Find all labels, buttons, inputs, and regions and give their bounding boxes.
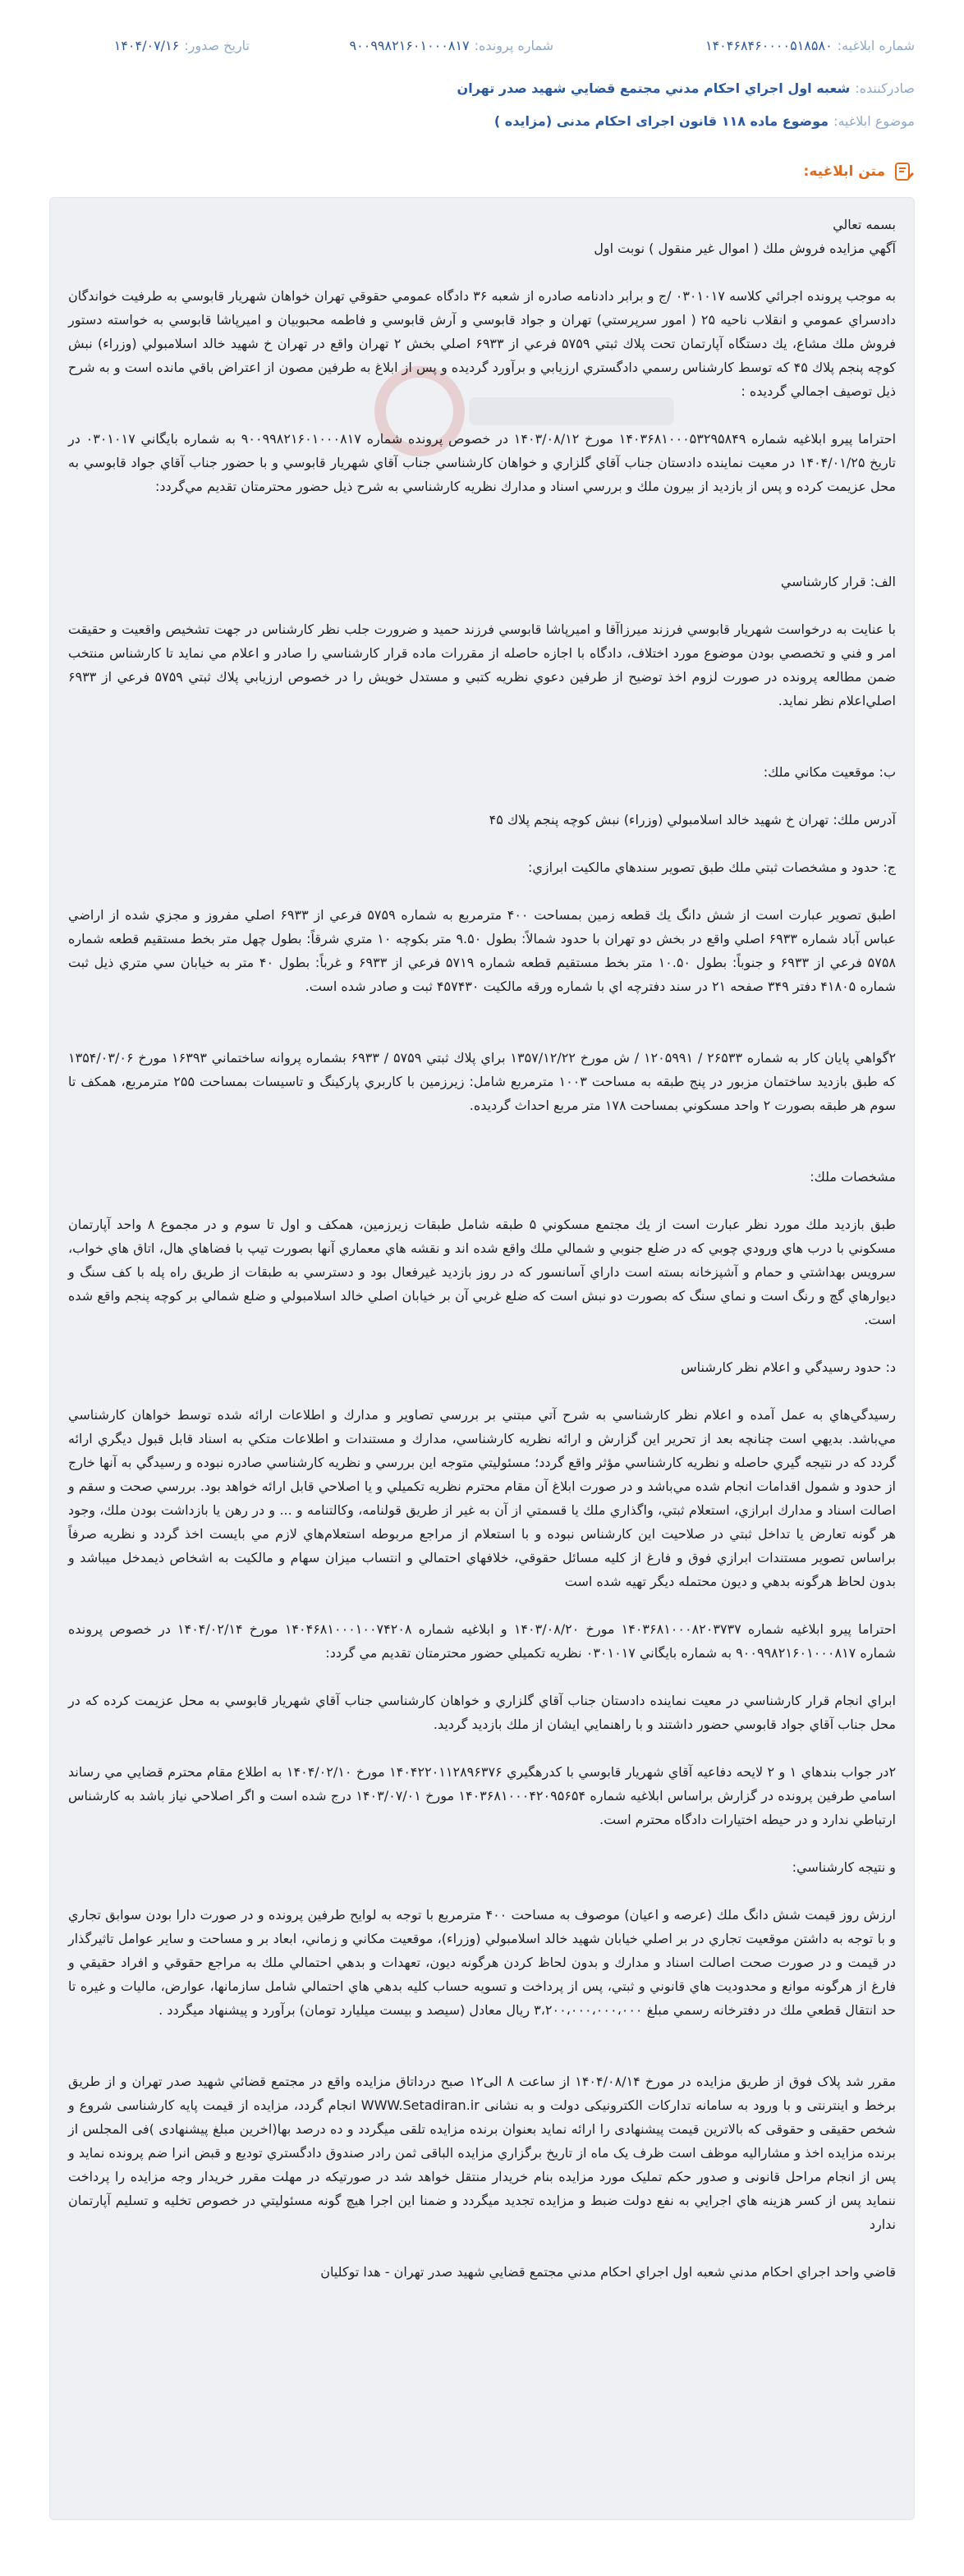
body-section-heading: ج: حدود و مشخصات ثبتي ملك طبق تصوير سندهاي مالكيت ابرازي: (528, 859, 896, 875)
body-paragraph: اطبق تصوير عبارت است از شش دانگ يك قطعه زمين بمساحت ۴۰۰ مترمربع به شماره ۵۷۵۹ فرعي از ۶۹۳۳ اصلي مفروز و مجزي شده از اراضي عباس آباد شماره ۶۹۳۳ اصلي واقع در بخش دو تهران با حدود شمالاً: بطول ۹.۵۰ متر بكوچه ۱۰ متري شرقاً: بطول چهل متر بخط مستقيم قطعه شماره ۵۷۵۸ فرعي از ۶۹۳۳ و جنوباً: بطول ۱۰.۵۰ متر بخط مستقيم قطعه شماره ۵۷۱۹ فرعي از ۶۹۳۳ و غرباً: بطول ۴۰ متر به خيابان سي متري ذيل ثبت شماره ۴۱۸۰۵ دفتر ۳۴۹ صفحه ۲۱ در سند دفترچه اي با شماره ورقه مالكيت ۴۵۷۴۳۰ ثبت و صادر شده است. (68, 907, 897, 994)
body-paragraph: ۲در جواب بندهاي ۱ و ۲ لايحه دفاعيه آقاي شهريار قابوسي با كدرهگيري ۱۴۰۴۲۲۰۱۱۲۸۹۶۳۷۶ مورخ ۱۴۰۴/۰۲/۱۰ به اطلاع مقام محترم قضايي مي رساند اسامي طرفين پرونده در گزارش براساس ابلاغيه شماره ۱۴۰۳۶۸۱۰۰۰۴۲۰۹۵۶۵۴ مورخ ۱۴۰۳/۰۷/۰۱ درج شده است و اگر اصلاحي نياز باشد به كارشناس ارتباطي ندارد و در حيطه اختيارات دادگاه محترم است. (68, 1764, 897, 1827)
body-section-heading: ب: موقعيت مكاني ملك: (763, 764, 896, 780)
notice-number (705, 38, 915, 53)
body-auction-title: آگهي مزايده فروش ملك ( اموال غير منقول ) نوبت اول (594, 241, 896, 256)
body-paragraph: احتراما پيرو ابلاغيه شماره ۱۴۰۳۶۸۱۰۰۰۵۳۲۹۵۸۴۹ مورخ ۱۴۰۳/۰۸/۱۲ در خصوص پرونده شماره ۹۰۰۹۹۸۲۱۶۰۱۰۰۰۸۱۷ به شماره بايگاني ۰۳۰۱۰۱۷ در تاريخ ۱۴۰۴/۰۱/۲۵ در معيت نماينده دادستان جناب آقاي گلزاري و خواهان كارشناسي جناب آقاي شهريار قابوسي و با حضور جناب آقاي جواد قابوسي به محل عزيمت كرده و پس از بازديد از بيرون ملك و بررسي اسناد و مدارك نظريه كارشناسي به شرح ذيل حضور محترمتان تقديم مي‌گردد: (68, 431, 897, 494)
subject-line (494, 113, 915, 129)
body-paragraph: طبق بازديد ملك مورد نظر عبارت است از يك مجتمع مسكوني ۵ طبقه شامل طبقات زيرزمين، همكف و اول تا سوم و در مجموع ۸ واحد آپارتمان مسكوني با درب هاي ورودي چوبي كه در ضلع جنوبي و شمالي ملك واقع شده اند و نقشه هاي معماري آنها بصورت تيپ با فضاهاي هال، اتاق هاي خواب، سرويس بهداشتي و حمام و آشپزخانه بسته است داراي آسانسور كه در روز بازديد غيرفعال بود و دسترسي به طبقات از طريق راه پله با كف سنگ و ديوارهاي گچ و رنگ است و نماي سنگ كه بصورت دو نبش است كه ضلع غربي آن بر خيابان اصلي خالد اسلامبولي و ضلع شمالي بر كوچه پنجم واقع شده است. (68, 1217, 897, 1327)
notice-text-title: متن ابلاغیه: (803, 163, 885, 180)
notice-text-heading (804, 158, 915, 186)
body-paragraph: با عنايت به درخواست شهريار قابوسي فرزند ميرزاآقا و اميرپاشا قابوسي فرزند حميد و ضرورت جلب نظر كارشناس در جهت تشخيص واقعيت و حقيقت امر و فني و تخصصي بودن موضوع مورد اختلاف، دادگاه با اجازه حاصله از مقررات ماده قرار كارشناسي را صادر و اعلام مي نمايد تا كارشناس منتخب ضمن مطالعه پرونده در صورت لزوم اخذ توضيح از طرفين دعوي نظريه كتبي و مستدل خويش را در خصوص ارزيابي پلاك ثبتي ۵۷۵۹ فرعي از ۶۹۳۳ اصلي‌اعلام نظر نمايد. (68, 621, 896, 708)
document-edit-icon (893, 161, 915, 182)
case-number-label: شماره پرونده: (474, 38, 553, 53)
body-paragraph: احتراما پيرو ابلاغيه شماره ۱۴۰۳۶۸۱۰۰۰۸۲۰۳۷۳۷ مورخ ۱۴۰۳/۰۸/۲۰ و ابلاغيه شماره ۱۴۰۴۶۸۱۰۰۰۱۰۰۷۴۲۰۸ مورخ ۱۴۰۴/۰۲/۱۴ در خصوص پرونده شماره ۹۰۰۹۹۸۲۱۶۰۱۰۰۰۸۱۷ به شماره بايگاني ۰۳۰۱۰۱۷ نظريه تكميلي حضور محترمتان تقديم مي گردد: (68, 1621, 897, 1661)
body-paragraph: ۲گواهي پايان كار به شماره ۲۶۵۳۳ / ۱۲۰۵۹۹۱ / ش مورخ ۱۳۵۷/۱۲/۲۲ براي پلاك ثبتي ۵۷۵۹ / ۶۹۳۳ بشماره پروانه ساختماني ۱۶۳۹۳ مورخ ۱۳۵۴/۰۳/۰۶ كه طبق بازديد ساختمان مزبور در پنج طبقه به مساحت ۱۰۰۳ مترمربع شامل: زيرزمين با كاربري پاركينگ و تاسيسات بمساحت ۲۵۵ مترمربع، همكف تا سوم هر طبقه بصورت ۲ واحد مسكوني بمساحت ۱۷۸ متر مربع احداث گرديده. (68, 1050, 897, 1113)
notice-number-value: ۱۴۰۴۶۸۴۶۰۰۰۰۵۱۸۵۸۰ (705, 38, 833, 53)
subject-value: موضوع ماده ۱۱۸ قانون اجرای احکام مدنی (مزایده ) (493, 113, 829, 129)
case-number-value: ۹۰۰۹۹۸۲۱۶۰۱۰۰۰۸۱۷ (349, 38, 470, 53)
notice-meta-row (49, 38, 915, 57)
body-paragraph: آدرس ملك: تهران خ شهيد خالد اسلامبولي (وزراء) نبش كوچه پنجم پلاك ۴۵ (489, 812, 896, 827)
issue-date-value: ۱۴۰۴/۰۷/۱۶ (113, 38, 180, 53)
issuer-line (457, 80, 915, 96)
notice-number-label: شماره ابلاغیه: (837, 38, 915, 53)
issue-date-label: تاریخ صدور: (184, 38, 250, 53)
body-section-heading: و نتيجه كارشناسي: (792, 1859, 896, 1875)
notice-body (68, 213, 896, 2284)
body-paragraph: مقرر شد پلاک فوق از طریق مزایده در مورخ ۱۴۰۴/۰۸/۱۴ از ساعت ۸ الی۱۲ صبح درداتاق مزایده واقع در مجتمع قضائي شهيد صدر تهران و از طریق برخط و اینترنتی و با ورود به سامانه تدارکات الکترونیکی دولت و به نشانی WWW.Setadiran.ir انجام گردد، مزایده از قیمت پایه کارشناسی شروع و شخص حقیقی و حقوقی که بالاترین قیمت پیشنهادی را ارائه نماید بعنوان برنده مزایده تلقی میگردد و ده درصد بها(اخرین مبلغ پیشنهادی )فی المجلس از برنده مزايده اخذ و مشارالیه موظف است ظرف یک ماه از تاریخ برگزاري مزایده الباقی ثمن رادر صندوق دادگستري توديع و قبض انرا ضم پرونده نماید و پس از انجام مراحل قانونی و صدور حکم تمليک مورد مزايده بنام خريدار منتقل خواهد شد در صورتيکه در مهلت مقرر خريدار وجه مزايده را پرداخت ننمايد پس از کسر هزينه هاي اجرايي به نفع دولت ضبط و مزايده تجديد ميگردد و ضمنا اين اجرا هيچ گونه مسئوليتي در خصوص تخليه و تسليم آپارتمان ندارد (68, 2074, 897, 2232)
subject-label: موضوع ابلاغیه: (833, 113, 915, 129)
issuer-label: صادرکننده: (855, 80, 915, 96)
case-number (350, 38, 553, 53)
body-section-heading: الف: قرار كارشناسي (780, 574, 896, 589)
body-signature: قاضي واحد اجراي احكام مدني شعبه اول اجراي احكام مدني مجتمع قضايي شهيد صدر تهران - هدا توكليان (320, 2264, 896, 2280)
notice-header (0, 0, 964, 148)
body-paragraph: ارزش روز قيمت شش دانگ ملك (عرصه و اعيان) موصوف به مساحت ۴۰۰ مترمربع با توجه به لوايح طرفين پرونده و در صورت دارا بودن سوابق تجاري و با توجه به داشتن موقعيت تجاري در بر اصلي خيابان شهيد خالد اسلامبولي (وزراء)، موقعيت مكاني و زماني، ابعاد بر و مساحت و ساير عوامل تاثيرگذار در قيمت و در صورت صحت اصالت اسناد و مدارك و بدون لحاظ كردن هرگونه ديون، تعهدات و بدهي احتمالي ملك به مراجع حقوقي و افراد حقيقي و فارغ از هرگونه موانع و محدوديت هاي قانوني و ثبتي، پس از پرداخت و تسويه حساب كليه بدهي هاي احتمالي شامل سازمانها، عوارض، ماليات و غيره تا حد انتقال قطعي ملك در دفترخانه رسمي مبلغ ۳،۲۰۰،۰۰۰،۰۰۰،۰۰۰ ريال معادل (سيصد و بيست ميليارد تومان) برآورد و پيشنهاد ميگردد . (68, 1907, 897, 2018)
body-paragraph: به موجب پرونده اجرائي كلاسه ۰۳۰۱۰۱۷ /ج و برابر دادنامه صادره از شعبه ۳۶ دادگاه عمومي حقوقي تهران خواهان شهريار قابوسي به طرفيت خواندگان دادسراي عمومي و انقلاب ناحيه ۲۵ ( امور سرپرستي) تهران و جواد قابوسي و آرش قابوسي و فاطمه محبوبيان و اميرپاشا قابوسي به خواسته دستور فروش ملك مشاع، يك دستگاه آپارتمان تحت پلاك ثبتي ۵۷۵۹ فرعي از ۶۹۳۳ اصلي بخش ۲ تهران واقع در تهران خ شهيد خالد اسلامبولي (وزراء) نبش كوچه پنجم پلاك ۴۵ كه توسط كارشناس رسمي دادگستري ارزيابي و برآورد گرديده و پس از ابلاغ به طرفين مصون از اعتراض باقي مانده است و به شرح ذيل توصيف اجمالي گرديده : (68, 288, 897, 399)
body-paragraph: رسيدگي‌هاي به عمل آمده و اعلام نظر كارشناسي به شرح آتي مبتني بر بررسي تصاوير و مدارك و اطلاعات ارائه شده توسط خواهان كارشناسي مي‌باشد. بديهي است چنانچه بعد از تحرير اين گزارش و ارائه نظريه كارشناسي، مدارك و مستندات و اطلاعات متكي به اسناد قابل قبول ديگري ارائه گردد كه در نتيجه گيري حاصله و نظريه كارشناسي مؤثر واقع گردد؛ مسئوليتي متوجه اين بررسي و نظريه كارشناسي صادره نبوده و رسيدگي به آنها خارج از حدود و شمول اقدامات انجام شده مي‌باشد و در صورت ابلاغ آن مقام محترم نظريه تكميلي و يا اصلاحي قابل ارائه خواهد بود. بررسي صحت و سقم و اصالت اسناد و مدارك ابرازي، استعلام ثبتي، واگذاري ملك يا قسمتي از آن به غير از طريق قولنامه، وكالتنامه و ... و در رهن يا بازداشت بودن ملك، وجود هر گونه تعارض يا تداخل ثبتي در صلاحيت اين كارشناس نبوده و با استعلام از مراجع مربوطه استعلام‌هاي لازم مي بايست اخذ گردد و نظريه صرفاً براساس تصوير مستندات ابرازي فوق و فارغ از كليه مسائل حقوقي، خلافهاي احتمالي و انتساب ميزان سهام و مالكيت به اشخاص ذيمدخل ميباشد و بدون لحاظ هرگونه بدهي و ديون محتمله ديگر تهيه شده است (68, 1407, 896, 1589)
notice-body-panel (49, 197, 915, 2520)
body-paragraph: ابراي انجام قرار كارشناسي در معيت نماينده دادستان جناب آقاي گلزاري و خواهان كارشناسي جناب آقاي شهريار قابوسي به محل عزيمت كرده كه در محل جناب آقاي جواد قابوسي حضور داشتند و با راهنمايي ايشان از ملك بازديد گرديد. (68, 1693, 896, 1732)
body-section-heading: مشخصات ملك: (810, 1169, 896, 1185)
body-section-heading: د: حدود رسيدگي و اعلام نظر كارشناس (681, 1359, 896, 1375)
issue-date (114, 38, 250, 53)
issuer-value: شعبه اول اجراي احكام مدني مجتمع قضايي شهيد صدر تهران (457, 80, 851, 96)
body-opening: بسمه تعالي (833, 217, 896, 232)
